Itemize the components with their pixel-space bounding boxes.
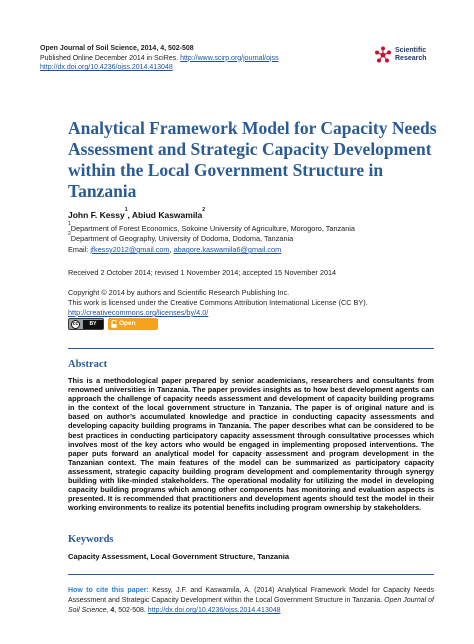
abstract-text: This is a methodological paper prepared by senior academicians, researchers and consultants from renowned universities in Tanzania. The paper provides insights as to how best development agents can approach the challenge of capacity needs assessment and development of capacity building programs in the context of the local government structure in Tanzania. The paper is of original nature and is based on author’s accumulated knowledge and practice in conducting capacity assessments and developing capacity building programs in Tanzania. The paper describes what can be considered to be best practices in conducting participatory capacity assessment through consultative processes which involves most of the key actors who would be engaged in implementing proposed interventions. The paper puts forward an analytical model for capacity assessment and program development in the Tanzanian context. The main features of the model can be summarized as participatory capacity assessment, strategic capacity building program development and complementarity through synergy building with like-minded stakeholders. The operational modality for utilizing the model in developing capacity building programs which among other components has monitoring and evaluation aspects is presented. It is recommended that practitioners and development agents should test the model in their working environments to realize its potential benefits including program ownership by stakeholders. <box>68 376 434 513</box>
publisher-name <box>395 47 427 63</box>
email-separator: , <box>169 245 174 254</box>
cc-by-label: BY <box>83 320 103 329</box>
header-doi-link[interactable]: http://dx.doi.org/10.4236/ojss.2014.413048 <box>40 64 173 71</box>
affiliation-1-text: Department of Forest Economics, Sokoine University of Agriculture, Morogoro, Tanzania <box>70 224 355 233</box>
publisher-name-line2: Research <box>395 55 427 62</box>
submission-dates: Received 2 October 2014; revised 1 November 2014; accepted 15 November 2014 <box>68 268 337 277</box>
email-link-1[interactable]: jfkessy2012@gmail.com <box>90 245 170 254</box>
author-1-name: John F. Kessy <box>68 210 125 220</box>
email-link-2[interactable]: abagore.kaswamila6@gmail.com <box>173 245 282 254</box>
keywords-heading: Keywords <box>68 534 114 545</box>
journal-header <box>40 44 360 73</box>
license-line: This work is licensed under the Creative Commons Attribution International License (CC BY). <box>68 298 368 307</box>
citation-journal: Open Journal of Soil Science <box>68 597 435 614</box>
abstract-heading: Abstract <box>68 359 108 370</box>
affiliation-2 <box>68 231 428 244</box>
copyright-block <box>68 288 428 318</box>
open-access-badge[interactable] <box>108 318 158 339</box>
published-prefix: Published Online December 2014 in SciRes. <box>40 54 179 62</box>
cc-by-badge[interactable] <box>68 318 104 330</box>
email-label: Email: <box>68 245 91 254</box>
citation-lead: How to cite this paper: <box>68 587 149 594</box>
author-1-affiliation-mark: 1 <box>124 207 128 213</box>
citation-volume: 4 <box>110 607 115 614</box>
affiliation-2-mark: 2 <box>68 231 71 237</box>
license-url-link[interactable]: http://creativecommons.org/licenses/by/4.0/ <box>68 308 209 317</box>
citation-doi-link[interactable]: http://dx.doi.org/10.4236/ojss.2014.413048 <box>147 607 281 614</box>
open-lock-icon <box>111 320 117 328</box>
citation-block <box>68 586 434 616</box>
author-2-name: Abiud Kaswamila <box>131 210 203 220</box>
citation-pages: , 502-508. <box>114 607 148 614</box>
author-list <box>68 207 206 220</box>
section-divider-top <box>68 348 434 349</box>
scientific-research-logo-icon <box>374 46 392 64</box>
affiliation-1-mark: 1 <box>68 221 71 227</box>
citation-separator: , <box>106 607 111 614</box>
paper-title: Analytical Framework Model for Capacity Needs Assessment and Strategic Capacity Development within the Local Government Structure in Tanzania <box>68 118 437 201</box>
copyright-line: Copyright © 2014 by authors and Scientific Research Publishing Inc. <box>68 288 290 297</box>
author-2-affiliation-mark: 2 <box>202 207 206 213</box>
author-separator: , <box>127 210 132 220</box>
citation-body: Kessy, J.F. and Kaswamila, A. (2014) Analytical Framework Model for Capacity Needs Assessment and Strategic Capacity Development within the Local Government Structure in Tanzania. <box>68 587 434 604</box>
cc-logo-icon: cc <box>72 321 79 327</box>
section-divider-bottom <box>68 574 434 575</box>
journal-url-link[interactable]: http://www.scirp.org/journal/ojss <box>180 54 279 62</box>
keywords-text: Capacity Assessment, Local Government Structure, Tanzania <box>68 552 290 561</box>
published-line <box>40 54 360 64</box>
publisher-logo <box>374 44 454 66</box>
affiliation-2-text: Department of Geography, University of Dodoma, Dodoma, Tanzania <box>70 234 294 243</box>
publisher-name-line1: Scientific <box>395 47 427 54</box>
affiliation-1 <box>68 221 428 234</box>
journal-citation-line: Open Journal of Soil Science, 2014, 4, 502-508 <box>40 45 194 52</box>
open-access-label: Open Access <box>119 320 142 339</box>
email-line <box>68 245 428 255</box>
